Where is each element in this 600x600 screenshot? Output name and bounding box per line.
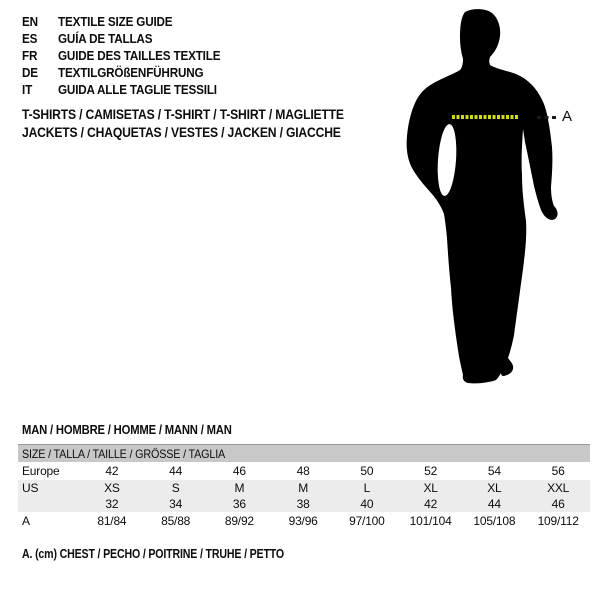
table-cell: L [363,481,371,495]
table-cell: 42 [105,464,119,478]
table-cell: S [171,481,180,495]
table-cell: 34 [169,497,183,511]
language-code: DE [22,65,38,80]
table-cell: 50 [360,464,374,478]
table-cell: 36 [232,497,246,511]
table-cell: 105/108 [473,514,516,528]
table-cell: 46 [551,497,565,511]
language-code: EN [22,14,38,29]
measure-label-a: A [562,108,573,125]
table-cell: XL [487,481,502,495]
language-title: TEXTILGRÖßENFÜHRUNG [58,65,204,80]
table-cell: 42 [424,497,438,511]
language-code: IT [22,82,33,97]
chest-measure-dash-line [452,115,518,119]
language-title: GUÍA DE TALLAS [58,31,153,46]
row-label: A [22,514,30,528]
table-cell: 38 [296,497,310,511]
language-title: TEXTILE SIZE GUIDE [58,14,173,29]
table-cell: 46 [232,464,246,478]
table-cell: 81/84 [97,514,127,528]
table-cell: 56 [551,464,565,478]
table-cell: 97/100 [349,514,385,528]
table-cell: XXL [547,481,570,495]
table-cell: 54 [487,464,501,478]
table-cell: XL [423,481,438,495]
table-cell: 52 [424,464,438,478]
language-row [22,64,220,81]
category-line-jackets: JACKETS / CHAQUETAS / VESTES / JACKEN / GIACCHE [22,125,341,140]
language-title: GUIDE DES TAILLES TEXTILE [58,48,221,63]
category-line-tshirts: T-SHIRTS / CAMISETAS / T-SHIRT / T-SHIRT / MAGLIETTE [22,107,344,122]
table-row-us-numbers [18,496,590,512]
table-cell: 109/112 [537,514,579,528]
man-silhouette-svg [404,8,560,390]
language-row [22,47,220,64]
language-code: ES [22,31,38,46]
table-row-europe [18,462,590,480]
size-table [18,444,590,530]
language-row [22,13,220,30]
language-row [22,30,220,47]
table-cell: 40 [360,497,374,511]
table-row-us-letters [18,480,590,496]
table-row-a-chest [18,512,590,530]
row-label: Europe [22,464,60,478]
language-legend [22,13,242,98]
size-table-header-label: SIZE / TALLA / TAILLE / GRÖSSE / TAGLIA [22,447,226,461]
language-code: FR [22,48,38,63]
table-cell: 93/96 [288,514,318,528]
section-title-man: MAN / HOMBRE / HOMME / MANN / MAN [22,423,232,437]
language-title: GUIDA ALLE TAGLIE TESSILI [58,82,217,97]
row-label: US [22,481,39,495]
measure-pointer-dash-line [537,116,558,119]
table-cell: 44 [487,497,501,511]
table-cell: M [298,481,309,495]
table-cell: XS [104,481,120,495]
footnote-measure-legend: A. (cm) CHEST / PECHO / POITRINE / TRUHE / PETTO [22,547,285,561]
man-silhouette [404,8,560,390]
table-cell: 32 [105,497,119,511]
table-cell: M [234,481,245,495]
size-table-header-row [18,444,590,462]
table-cell: 44 [169,464,183,478]
table-cell: 101/104 [409,514,452,528]
language-row [22,81,220,98]
table-cell: 85/88 [161,514,191,528]
table-us-block [18,480,590,512]
table-cell: 89/92 [224,514,254,528]
garment-categories [22,106,380,142]
table-cell: 48 [296,464,310,478]
